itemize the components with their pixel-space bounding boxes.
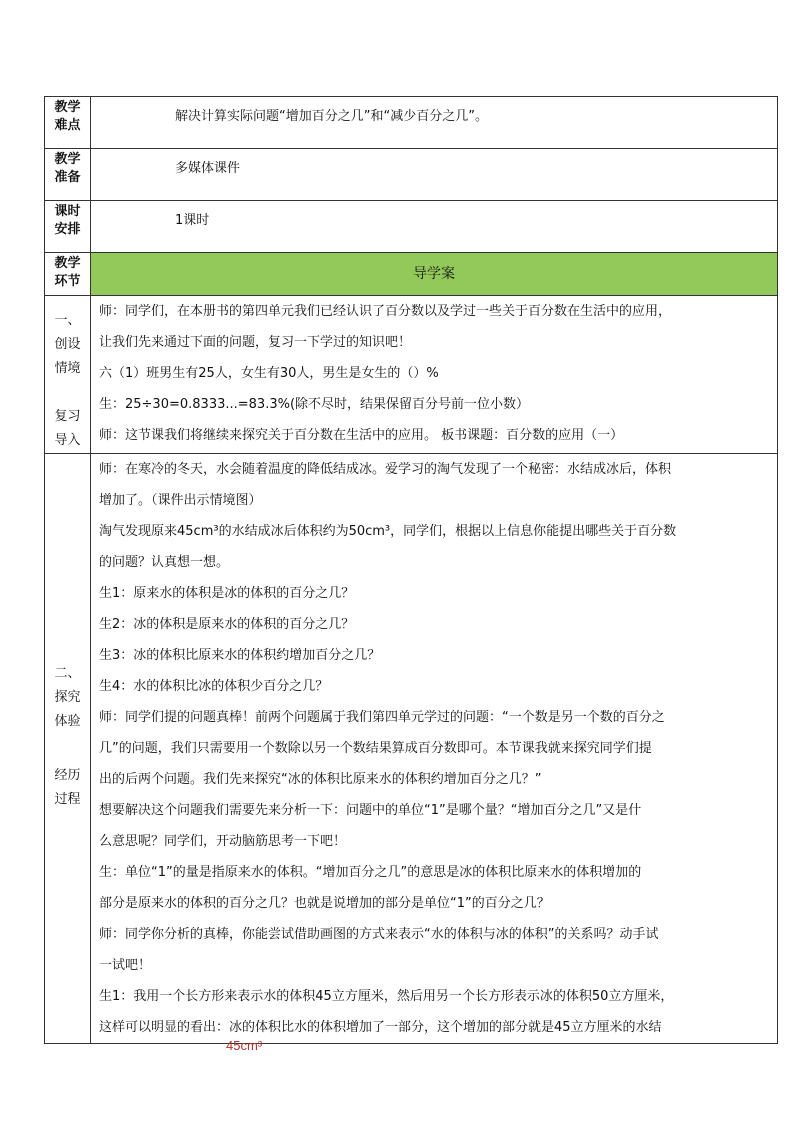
- section-1-content: [91, 296, 778, 454]
- section-2-content: [91, 454, 778, 1044]
- paragraph-line: 一试吧！: [99, 958, 152, 973]
- lesson-plan-table: [44, 96, 778, 1044]
- label-line: 准备: [54, 170, 81, 185]
- section-2-label: [45, 454, 91, 1044]
- paragraph-line: 部分是原来水的体积的百分之几？也就是说增加的部分是单位“1”的百分之几？: [99, 896, 550, 911]
- row-schedule: [45, 201, 778, 253]
- paragraph-line: 生1：我用一个长方形来表示水的体积45立方厘米，然后用另一个长方形表示冰的体积50立方厘米，: [99, 989, 674, 1004]
- guide-heading: 导学案: [91, 253, 778, 296]
- row-preparation: [45, 149, 778, 201]
- paragraph-line: 师：同学你分析的真棒，你能尝试借助画图的方式来表示“水的体积与冰的体积”的关系吗？动手试: [99, 927, 659, 942]
- side-text: 创设: [54, 337, 81, 352]
- side-text: 过程: [54, 792, 81, 807]
- row-stage: [45, 253, 778, 296]
- paragraph-line: 师：同学们，在本册书的第四单元我们已经认识了百分数以及学过一些关于百分数在生活中的应用，: [99, 304, 672, 319]
- label-line: 课时: [54, 204, 81, 219]
- label-difficulty: [45, 97, 91, 149]
- paragraph-line: 想要解决这个问题我们需要先来分析一下：问题中的单位“1”是哪个量？“增加百分之几”又是什: [99, 803, 642, 818]
- label-preparation: [45, 149, 91, 201]
- paragraph-line: 生：单位“1”的量是指原来水的体积。“增加百分之几”的意思是冰的体积比原来水的体积增加的: [99, 865, 642, 880]
- label-stage: [45, 253, 91, 296]
- paragraph-line: 师：在寒冷的冬天，水会随着温度的降低结成冰。爱学习的淘气发现了一个秘密：水结成冰后，体积: [99, 462, 672, 477]
- label-line: 安排: [54, 222, 81, 237]
- side-text: 体验: [54, 714, 81, 729]
- side-text: 导入: [54, 433, 81, 448]
- value-difficulty: 解决计算实际问题“增加百分之几”和“减少百分之几”。: [91, 97, 778, 149]
- paragraph-line: 生2：冰的体积是原来水的体积的百分之几？: [99, 617, 355, 632]
- side-text: 一、: [54, 313, 81, 328]
- value-schedule: 1课时: [91, 201, 778, 253]
- paragraph-line: 生1：原来水的体积是冰的体积的百分之几？: [99, 586, 355, 601]
- row-section-1: [45, 296, 778, 454]
- side-text: 二、: [54, 666, 81, 681]
- paragraph-line: 师：这节课我们将继续来探究关于百分数在生活中的应用。 板书课题：百分数的应用（一）: [99, 428, 624, 443]
- side-text: 情境: [54, 361, 81, 376]
- label-line: 教学: [54, 100, 81, 115]
- paragraph-line: 增加了。（课件出示情境图）: [99, 493, 262, 508]
- paragraph-line: 这样可以明显的看出：冰的体积比水的体积增加了一部分，这个增加的部分就是45立方厘米的水结: [99, 1020, 662, 1035]
- paragraph-line: 生3：冰的体积比原来水的体积约增加百分之几？: [99, 648, 381, 663]
- side-text: 复习: [54, 409, 81, 424]
- label-line: 难点: [54, 118, 81, 133]
- paragraph-line: 几”的问题，我们只需要用一个数除以另一个数结果算成百分数即可。本节课我就来探究同学们提: [99, 741, 652, 756]
- row-section-2: [45, 454, 778, 1044]
- label-line: 教学: [54, 256, 81, 271]
- section-1-label: [45, 296, 91, 454]
- value-preparation: 多媒体课件: [91, 149, 778, 201]
- paragraph-line: 生：25÷30=0.8333...=83.3%(除不尽时，结果保留百分号前一位小数）: [99, 397, 530, 412]
- paragraph-line: 六（1）班男生有25人，女生有30人，男生是女生的（）%: [99, 366, 439, 381]
- side-text: 探究: [54, 690, 81, 705]
- paragraph-line: 生4：水的体积比冰的体积少百分之几？: [99, 679, 329, 694]
- side-text: 经历: [54, 768, 81, 783]
- paragraph-line: 师：同学们提的问题真棒！前两个问题属于我们第四单元学过的问题：“一个数是另一个数的百分之: [99, 710, 665, 725]
- figure-caption: 45cm³: [226, 1038, 263, 1053]
- row-difficulty: [45, 97, 778, 149]
- paragraph-line: 出的后两个问题。我们先来探究“冰的体积比原来水的体积约增加百分之几？”: [99, 772, 542, 787]
- label-line: 环节: [54, 274, 81, 289]
- label-schedule: [45, 201, 91, 253]
- paragraph-line: 的问题？认真想一想。: [99, 555, 230, 570]
- paragraph-line: 淘气发现原来45cm³的水结成冰后体积约为50cm³，同学们，根据以上信息你能提出哪些关于百分数: [99, 524, 677, 539]
- label-line: 教学: [54, 152, 81, 167]
- paragraph-line: 让我们先来通过下面的问题，复习一下学过的知识吧！: [99, 335, 412, 350]
- paragraph-line: 么意思呢？同学们，开动脑筋思考一下吧！: [99, 834, 347, 849]
